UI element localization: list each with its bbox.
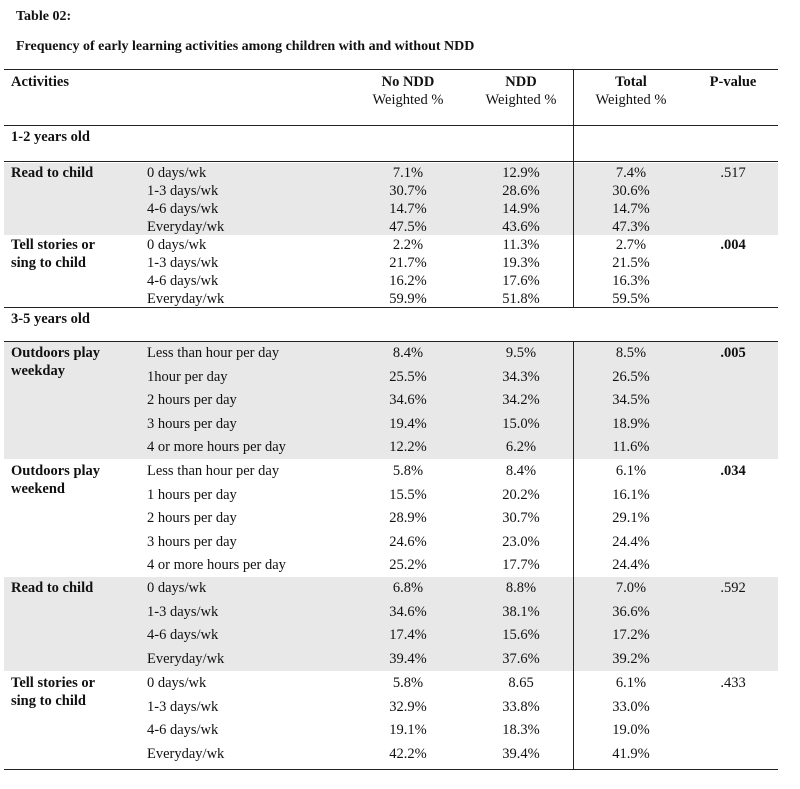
activity-label: Outdoors play bbox=[11, 345, 101, 361]
no-ndd-cell: 30.7% bbox=[389, 183, 427, 199]
category-cell: Everyday/wk bbox=[147, 291, 225, 307]
activity-label: sing to child bbox=[11, 255, 86, 271]
p-value: .433 bbox=[720, 675, 746, 691]
category-cell: 1-3 days/wk bbox=[147, 698, 219, 715]
section-title-1: 1-2 years old bbox=[11, 129, 90, 145]
no-ndd-cell: 8.4% bbox=[392, 345, 424, 361]
no-ndd-cell: 59.9% bbox=[389, 291, 427, 307]
total-cell: 41.9% bbox=[612, 745, 650, 762]
ndd-cell: 15.6% bbox=[502, 627, 540, 643]
ndd-cell: 12.9% bbox=[502, 165, 540, 181]
category-cell: 4-6 days/wk bbox=[147, 627, 219, 643]
total-cell: 24.4% bbox=[612, 533, 650, 550]
header-no-ndd: No NDD bbox=[381, 74, 435, 90]
total-column-rule-2 bbox=[573, 341, 574, 769]
header-rule bbox=[4, 125, 778, 126]
ndd-cell: 33.8% bbox=[502, 698, 540, 715]
category-cell: 1 hours per day bbox=[147, 486, 237, 503]
bottom-rule bbox=[4, 769, 778, 770]
ndd-cell: 28.6% bbox=[502, 183, 540, 199]
category-cell: Everyday/wk bbox=[147, 650, 225, 667]
category-cell: 1-3 days/wk bbox=[147, 603, 219, 620]
no-ndd-cell: 5.8% bbox=[392, 675, 424, 691]
ndd-cell: 37.6% bbox=[502, 650, 540, 667]
total-cell: 14.7% bbox=[612, 201, 650, 217]
section2-rule bbox=[4, 341, 778, 342]
total-cell: 24.4% bbox=[612, 557, 650, 573]
no-ndd-cell: 12.2% bbox=[389, 439, 427, 455]
total-cell: 47.3% bbox=[612, 219, 650, 235]
no-ndd-cell: 34.6% bbox=[389, 392, 427, 408]
category-cell: 3 hours per day bbox=[147, 415, 237, 432]
ndd-cell: 8.8% bbox=[505, 580, 537, 596]
p-value: .034 bbox=[720, 463, 746, 479]
table-caption: Frequency of early learning activities among children with and without NDD bbox=[16, 39, 475, 54]
no-ndd-cell: 7.1% bbox=[392, 165, 424, 181]
ndd-cell: 51.8% bbox=[502, 291, 540, 307]
ndd-cell: 38.1% bbox=[502, 603, 540, 620]
no-ndd-cell: 19.4% bbox=[389, 415, 427, 432]
activity-label: Read to child bbox=[11, 580, 94, 596]
category-cell: 0 days/wk bbox=[147, 165, 207, 181]
section1-rule bbox=[4, 161, 778, 162]
activity-label: Outdoors play bbox=[11, 463, 101, 479]
activity-label: Read to child bbox=[11, 165, 94, 181]
no-ndd-cell: 47.5% bbox=[389, 219, 427, 235]
category-cell: 0 days/wk bbox=[147, 675, 207, 691]
ndd-cell: 15.0% bbox=[502, 415, 540, 432]
ndd-cell: 19.3% bbox=[502, 255, 540, 271]
category-cell: 0 days/wk bbox=[147, 237, 207, 253]
category-cell: 4 or more hours per day bbox=[147, 557, 286, 573]
ndd-cell: 43.6% bbox=[502, 219, 540, 235]
p-value: .592 bbox=[720, 580, 746, 596]
ndd-cell: 30.7% bbox=[502, 510, 540, 526]
no-ndd-cell: 21.7% bbox=[389, 255, 427, 271]
header-ndd-weighted: Weighted % bbox=[485, 92, 557, 108]
ndd-cell: 17.7% bbox=[502, 557, 540, 573]
no-ndd-cell: 25.2% bbox=[389, 557, 427, 573]
p-value: .517 bbox=[720, 165, 746, 181]
no-ndd-cell: 19.1% bbox=[389, 722, 427, 738]
ndd-cell: 17.6% bbox=[502, 273, 540, 289]
ndd-cell: 6.2% bbox=[505, 439, 537, 455]
table-label: Table 02: bbox=[16, 9, 72, 24]
activity-label: sing to child bbox=[11, 693, 86, 709]
category-cell: Less than hour per day bbox=[147, 345, 280, 361]
ndd-cell: 8.65 bbox=[508, 675, 534, 691]
total-cell: 18.9% bbox=[612, 415, 650, 432]
total-cell: 16.3% bbox=[612, 273, 650, 289]
no-ndd-cell: 2.2% bbox=[392, 237, 424, 253]
total-cell: 8.5% bbox=[615, 345, 647, 361]
header-p-value: P-value bbox=[709, 74, 757, 90]
category-cell: Everyday/wk bbox=[147, 219, 225, 235]
no-ndd-cell: 24.6% bbox=[389, 533, 427, 550]
no-ndd-cell: 39.4% bbox=[389, 650, 427, 667]
activity-label: Tell stories or bbox=[11, 675, 96, 691]
total-cell: 36.6% bbox=[612, 603, 650, 620]
p-value: .004 bbox=[720, 237, 746, 253]
total-cell: 7.0% bbox=[615, 580, 647, 596]
ndd-cell: 18.3% bbox=[502, 722, 540, 738]
total-cell: 26.5% bbox=[612, 368, 650, 385]
total-cell: 16.1% bbox=[612, 486, 650, 503]
no-ndd-cell: 34.6% bbox=[389, 603, 427, 620]
total-cell: 6.1% bbox=[615, 675, 647, 691]
category-cell: 4-6 days/wk bbox=[147, 201, 219, 217]
category-cell: 4-6 days/wk bbox=[147, 722, 219, 738]
ndd-cell: 23.0% bbox=[502, 533, 540, 550]
total-cell: 30.6% bbox=[612, 183, 650, 199]
category-cell: Less than hour per day bbox=[147, 463, 280, 479]
no-ndd-cell: 14.7% bbox=[389, 201, 427, 217]
category-cell: 3 hours per day bbox=[147, 533, 237, 550]
ndd-cell: 9.5% bbox=[505, 345, 537, 361]
category-cell: 4-6 days/wk bbox=[147, 273, 219, 289]
header-no-ndd-weighted: Weighted % bbox=[372, 92, 444, 108]
no-ndd-cell: 28.9% bbox=[389, 510, 427, 526]
total-cell: 17.2% bbox=[612, 627, 650, 643]
top-rule bbox=[4, 69, 778, 70]
total-cell: 39.2% bbox=[612, 650, 650, 667]
total-cell: 59.5% bbox=[612, 291, 650, 307]
total-cell: 29.1% bbox=[612, 510, 650, 526]
activity-label: weekday bbox=[11, 363, 65, 379]
header-activities: Activities bbox=[11, 74, 69, 90]
category-cell: 4 or more hours per day bbox=[147, 439, 286, 455]
category-cell: 2 hours per day bbox=[147, 392, 237, 408]
header-ndd: NDD bbox=[505, 74, 537, 90]
no-ndd-cell: 32.9% bbox=[389, 698, 427, 715]
section-title-2: 3-5 years old bbox=[11, 311, 90, 327]
total-cell: 11.6% bbox=[612, 439, 650, 455]
category-cell: 2 hours per day bbox=[147, 510, 237, 526]
no-ndd-cell: 6.8% bbox=[392, 580, 424, 596]
total-cell: 33.0% bbox=[612, 698, 650, 715]
ndd-cell: 8.4% bbox=[505, 463, 537, 479]
header-total: Total bbox=[615, 74, 647, 90]
ndd-cell: 20.2% bbox=[502, 486, 540, 503]
category-cell: 0 days/wk bbox=[147, 580, 207, 596]
no-ndd-cell: 5.8% bbox=[392, 463, 424, 479]
total-cell: 6.1% bbox=[615, 463, 647, 479]
ndd-cell: 11.3% bbox=[502, 237, 540, 253]
total-cell: 7.4% bbox=[615, 165, 647, 181]
ndd-cell: 14.9% bbox=[502, 201, 540, 217]
header-total-weighted: Weighted % bbox=[595, 92, 667, 108]
ndd-cell: 39.4% bbox=[502, 745, 540, 762]
total-cell: 21.5% bbox=[612, 255, 650, 271]
total-cell: 2.7% bbox=[615, 237, 647, 253]
ndd-cell: 34.3% bbox=[502, 368, 540, 385]
no-ndd-cell: 17.4% bbox=[389, 627, 427, 643]
no-ndd-cell: 25.5% bbox=[389, 368, 427, 385]
ndd-cell: 34.2% bbox=[502, 392, 540, 408]
total-cell: 19.0% bbox=[612, 722, 650, 738]
category-cell: 1-3 days/wk bbox=[147, 183, 219, 199]
no-ndd-cell: 16.2% bbox=[389, 273, 427, 289]
category-cell: 1hour per day bbox=[147, 368, 228, 385]
activity-label: weekend bbox=[11, 481, 65, 497]
p-value: .005 bbox=[720, 345, 746, 361]
category-cell: Everyday/wk bbox=[147, 745, 225, 762]
no-ndd-cell: 15.5% bbox=[389, 486, 427, 503]
category-cell: 1-3 days/wk bbox=[147, 255, 219, 271]
total-cell: 34.5% bbox=[612, 392, 650, 408]
total-column-rule-1 bbox=[573, 69, 574, 307]
activity-label: Tell stories or bbox=[11, 237, 96, 253]
no-ndd-cell: 42.2% bbox=[389, 745, 427, 762]
